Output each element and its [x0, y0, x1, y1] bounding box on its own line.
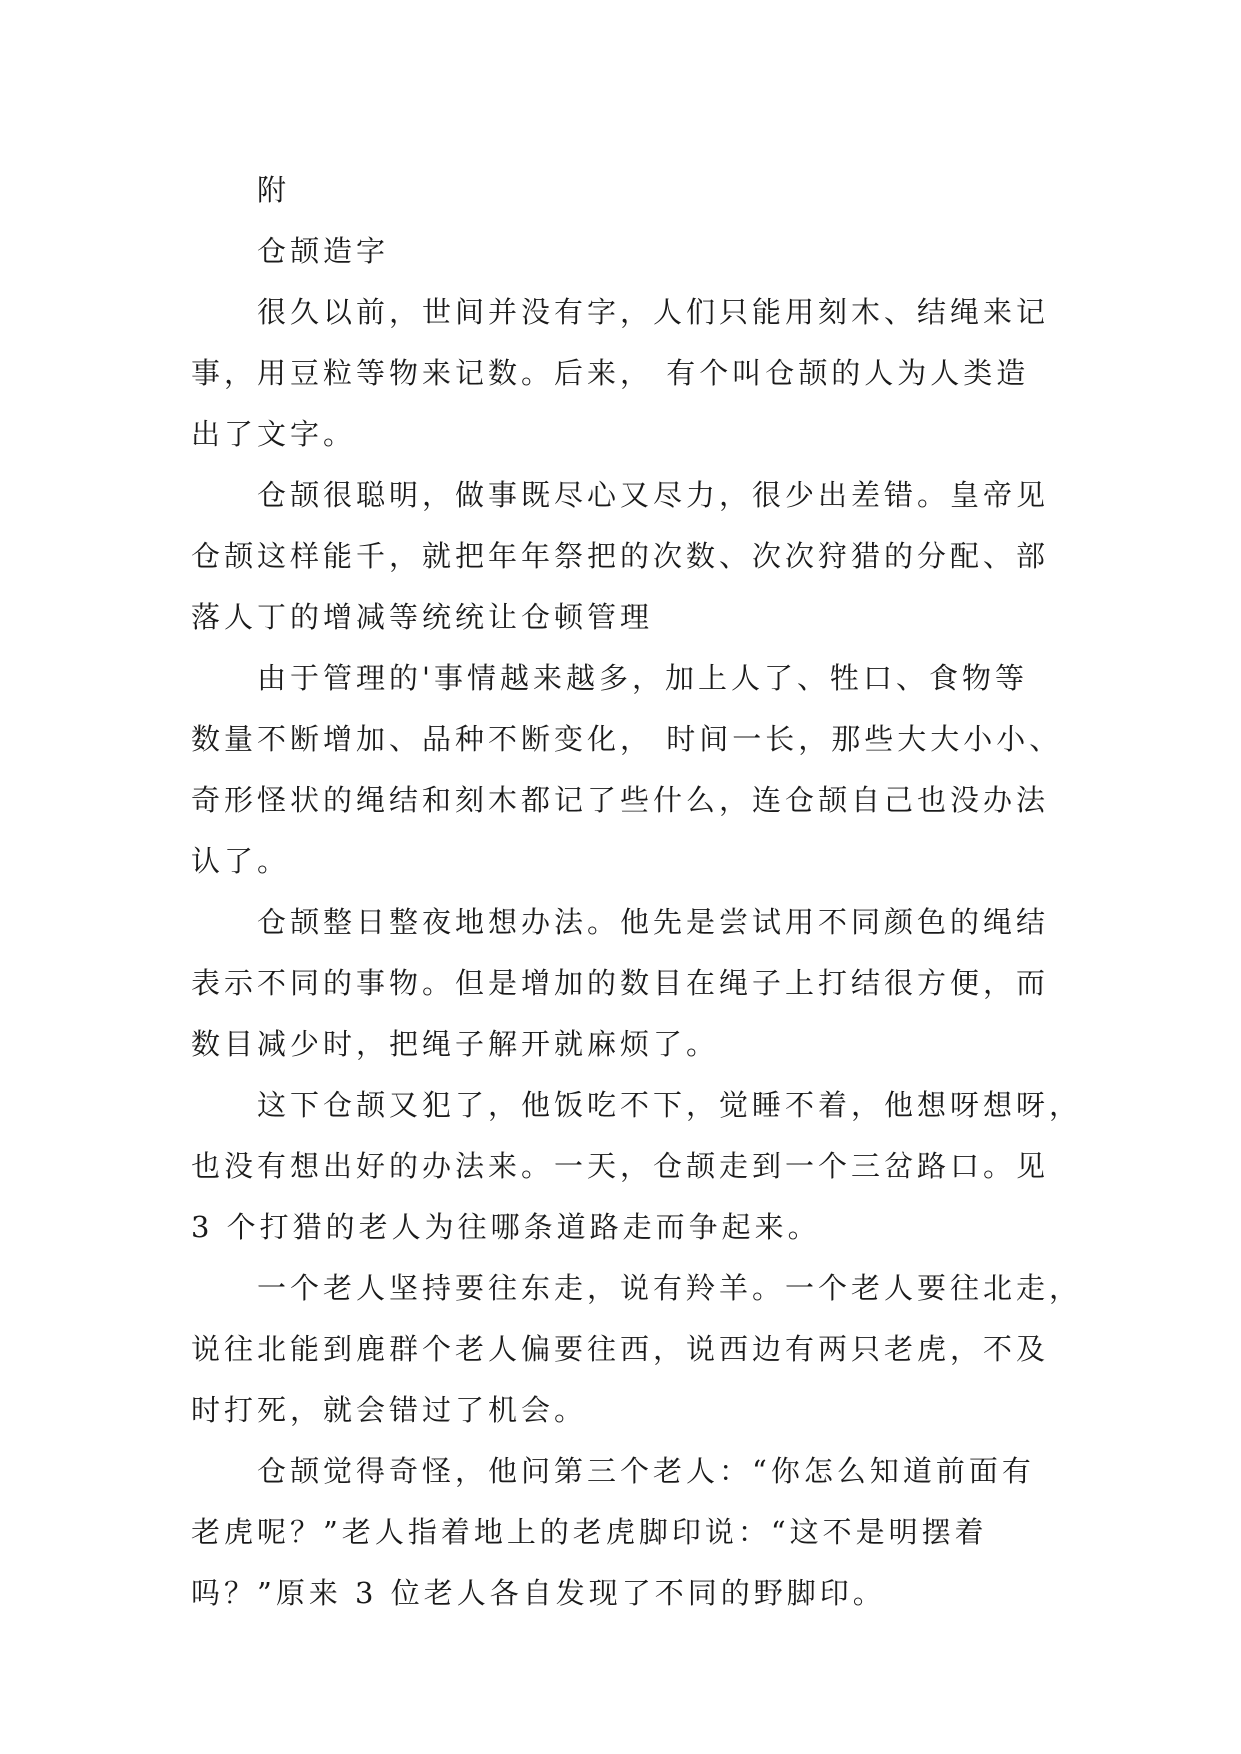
paragraph-3: [191, 648, 1061, 892]
paragraph-line: 吗？”原来 3 位老人各自发现了不同的野脚印。: [191, 1576, 886, 1610]
story-title: 仓颉造字: [257, 234, 390, 268]
paragraph-line: 奇形怪状的绳结和刻木都记了些什么，连仓颉自己也没办法: [191, 783, 1050, 817]
paragraph-line: 数量不断增加、品种不断变化， 时间一长，那些大大小小、: [191, 722, 1063, 756]
paragraph-line: 表示不同的事物。但是增加的数目在绳子上打结很方便，而: [191, 966, 1050, 1000]
paragraph-line: 仓颉很聪明，做事既尽心又尽力，很少出差错。皇帝见: [257, 478, 1050, 512]
paragraph-line: 一个老人坚持要往东走，说有羚羊。一个老人要往北走，: [257, 1271, 1083, 1305]
paragraph-line: 老虎呢？”老人指着地上的老虎脚印说：“这不是明摆着: [191, 1515, 988, 1549]
document-body: [191, 160, 1083, 1624]
paragraph-line: 时打死，就会错过了机会。: [191, 1393, 588, 1427]
appendix-heading: 附: [257, 173, 291, 207]
paragraph-line: 也没有想出好的办法来。一天，仓颉走到一个三岔路口。见: [191, 1149, 1050, 1183]
paragraph-line: 仓颉整日整夜地想办法。他先是尝试用不同颜色的绳结: [257, 905, 1050, 939]
paragraph-1: [191, 282, 1061, 465]
paragraph-line: 很久以前，世间并没有字，人们只能用刻木、结绳来记: [257, 295, 1050, 329]
paragraph-line: 事，用豆粒等物来记数。后来， 有个叫仓颉的人为人类造: [191, 356, 1030, 390]
paragraph-line: 落人丁的增减等统统让仓顿管理: [191, 600, 654, 634]
paragraph-line: 数目减少时，把绳子解开就麻烦了。: [191, 1027, 720, 1061]
paragraph-line: 仓颉这样能千，就把年年祭把的次数、次次狩猎的分配、部: [191, 539, 1050, 573]
paragraph-6: [191, 1258, 1083, 1441]
paragraph-line: 说往北能到鹿群个老人偏要往西，说西边有两只老虎，不及: [191, 1332, 1050, 1366]
paragraph-2: [191, 465, 1061, 648]
paragraph-line: 由于管理的'事情越来越多，加上人了、牲口、食物等: [257, 661, 1028, 695]
paragraph-line: 出了文字。: [191, 417, 357, 451]
paragraph-4: [191, 892, 1061, 1075]
paragraph-line: 认了。: [191, 844, 291, 878]
paragraph-line: 仓颉觉得奇怪，他问第三个老人：“你怎么知道前面有: [257, 1454, 1035, 1488]
paragraph-7: [191, 1441, 1061, 1624]
paragraph-5: [191, 1075, 1083, 1258]
paragraph-line: 这下仓颉又犯了，他饭吃不下，觉睡不着，他想呀想呀，: [257, 1088, 1083, 1122]
paragraph-line: 3 个打猎的老人为往哪条道路走而争起来。: [191, 1210, 821, 1244]
